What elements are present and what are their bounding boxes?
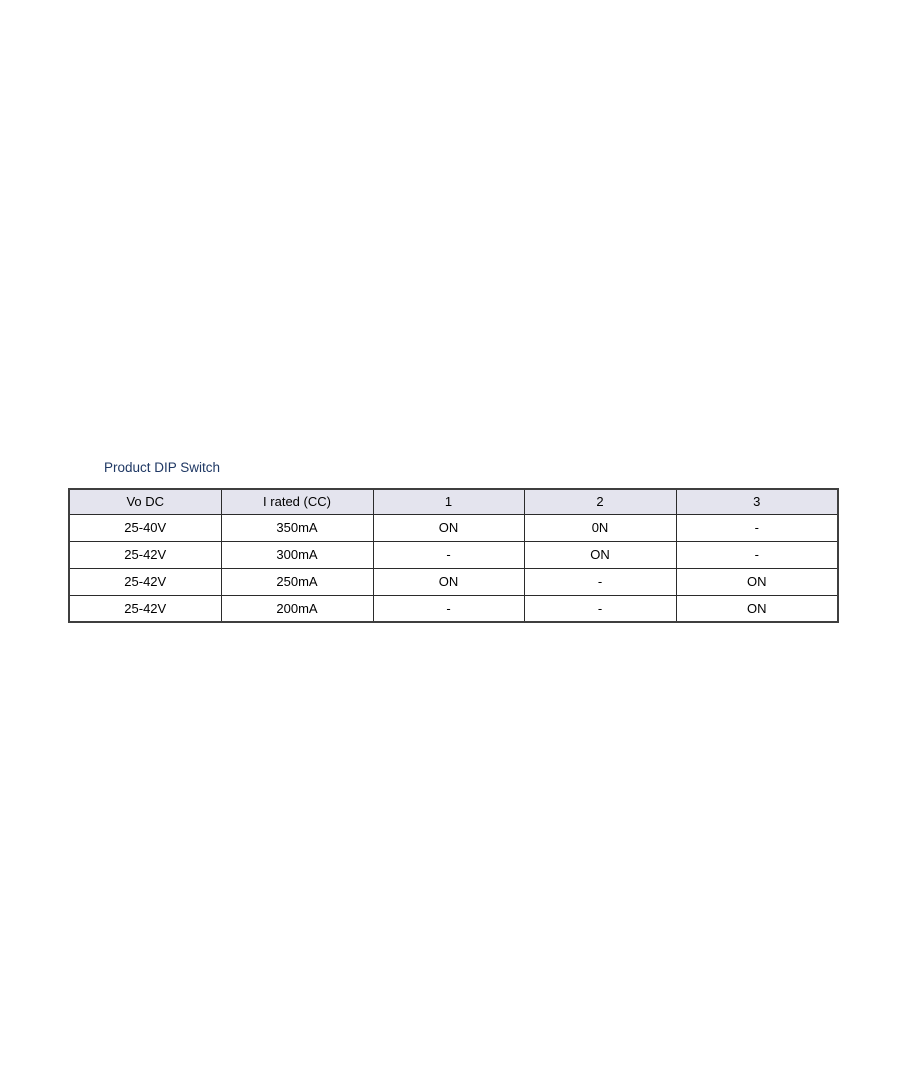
table-cell: - — [676, 514, 838, 541]
table-cell: - — [524, 595, 676, 622]
table-cell: ON — [676, 595, 838, 622]
table-cell: 250mA — [221, 568, 373, 595]
table-cell: - — [373, 595, 524, 622]
table-row — [69, 568, 838, 595]
table-row — [69, 541, 838, 568]
table-cell: 25-40V — [69, 514, 221, 541]
dip-switch-table — [68, 488, 839, 623]
table-cell: - — [524, 568, 676, 595]
table-cell: 300mA — [221, 541, 373, 568]
header-cell-3: 3 — [676, 489, 838, 514]
header-cell-1: 1 — [373, 489, 524, 514]
header-cell-vo-dc: Vo DC — [69, 489, 221, 514]
header-cell-2: 2 — [524, 489, 676, 514]
header-cell-i-rated: I rated (CC) — [221, 489, 373, 514]
table-cell: 25-42V — [69, 595, 221, 622]
table-cell: 350mA — [221, 514, 373, 541]
table-cell: 0N — [524, 514, 676, 541]
header-row — [69, 489, 838, 514]
table-cell: 25-42V — [69, 541, 221, 568]
table-row — [69, 595, 838, 622]
table-cell: ON — [373, 514, 524, 541]
table-cell: 200mA — [221, 595, 373, 622]
table-cell: - — [373, 541, 524, 568]
table-cell: 25-42V — [69, 568, 221, 595]
table-cell: ON — [676, 568, 838, 595]
table-cell: ON — [524, 541, 676, 568]
section-title: Product DIP Switch — [104, 460, 221, 475]
table-cell: ON — [373, 568, 524, 595]
table-row — [69, 514, 838, 541]
table-cell: - — [676, 541, 838, 568]
